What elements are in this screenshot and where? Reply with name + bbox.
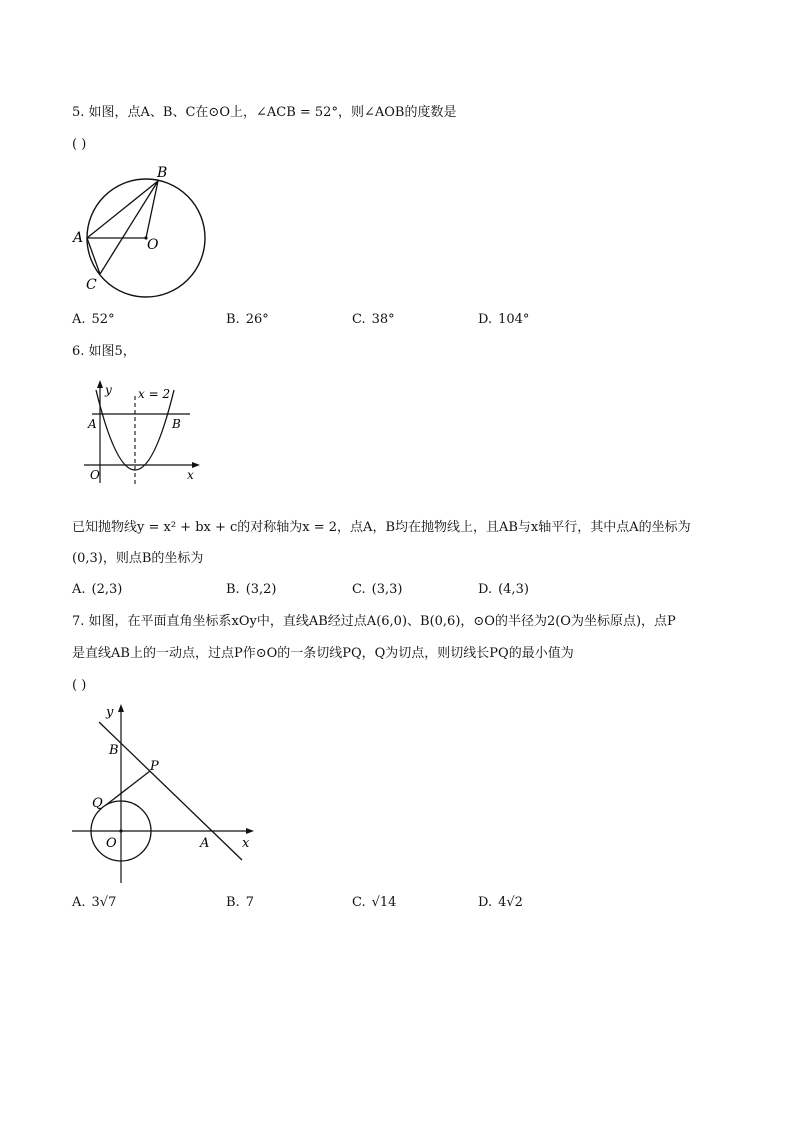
point-o xyxy=(119,829,122,832)
q6-option-a: A. (2,3) xyxy=(72,582,123,597)
q7-option-c: C. √14 xyxy=(352,895,397,910)
question-7-figure xyxy=(64,700,264,885)
x-axis-arrow xyxy=(246,828,254,834)
q5-option-c: C. 38° xyxy=(352,312,395,327)
label-b: B xyxy=(172,417,181,431)
label-x: x xyxy=(187,468,194,482)
question-7-text-line1: 7. 如图，在平面直角坐标系xOy中，直线AB经过点A(6,0)、B(0,6)，⊙O的半径为2(O为坐标原点)，点P xyxy=(72,614,676,629)
question-6-figure xyxy=(80,378,210,488)
q5-option-a: A. 52° xyxy=(72,312,115,327)
label-o: O xyxy=(106,836,117,851)
q7-option-a: A. 3√7 xyxy=(72,895,117,910)
q5-option-b: B. 26° xyxy=(226,312,269,327)
label-q: Q xyxy=(92,796,103,811)
question-5-text: 5. 如图，点A、B、C在⊙O上，∠ACB = 52°，则∠AOB的度数是 xyxy=(72,105,457,120)
label-y: y xyxy=(106,705,114,720)
q6-option-c: C. (3,3) xyxy=(352,582,403,597)
question-6-body-line1: 已知抛物线y = x² + bx + c的对称轴为x = 2，点A，B均在抛物线上，且AB与x轴平行，其中点A的坐标为 xyxy=(72,520,691,535)
parabola xyxy=(96,390,174,470)
tangent-pq xyxy=(106,771,150,805)
label-c: C xyxy=(86,277,97,293)
y-axis-arrow xyxy=(97,380,103,388)
label-b: B xyxy=(109,743,119,758)
q7-option-b: B. 7 xyxy=(226,895,254,910)
label-y: y xyxy=(105,383,112,397)
q6-option-b: B. (3,2) xyxy=(226,582,277,597)
label-p: P xyxy=(150,759,159,774)
segment-ac xyxy=(87,238,100,274)
question-7-bracket: ( ) xyxy=(72,678,87,693)
question-5-bracket: ( ) xyxy=(72,137,87,152)
question-6-text: 6. 如图5， xyxy=(72,344,136,359)
label-a: A xyxy=(73,230,84,246)
label-a: A xyxy=(200,836,210,851)
y-axis-arrow xyxy=(118,704,124,712)
label-a: A xyxy=(88,417,97,431)
label-x: x xyxy=(242,836,250,851)
label-x2: x = 2 xyxy=(138,387,171,401)
label-o: O xyxy=(90,468,100,482)
label-o: O xyxy=(147,237,159,253)
question-7-text-line2: 是直线AB上的一动点，过点P作⊙O的一条切线PQ，Q为切点，则切线长PQ的最小值为 xyxy=(72,646,574,661)
q7-option-d: D. 4√2 xyxy=(478,895,523,910)
segment-bc xyxy=(100,181,158,274)
q6-option-d: D. (4,3) xyxy=(478,582,529,597)
question-6-body-line2: (0,3)，则点B的坐标为 xyxy=(72,551,204,566)
label-b: B xyxy=(157,165,168,181)
question-5-figure xyxy=(60,160,220,300)
q5-option-d: D. 104° xyxy=(478,312,530,327)
